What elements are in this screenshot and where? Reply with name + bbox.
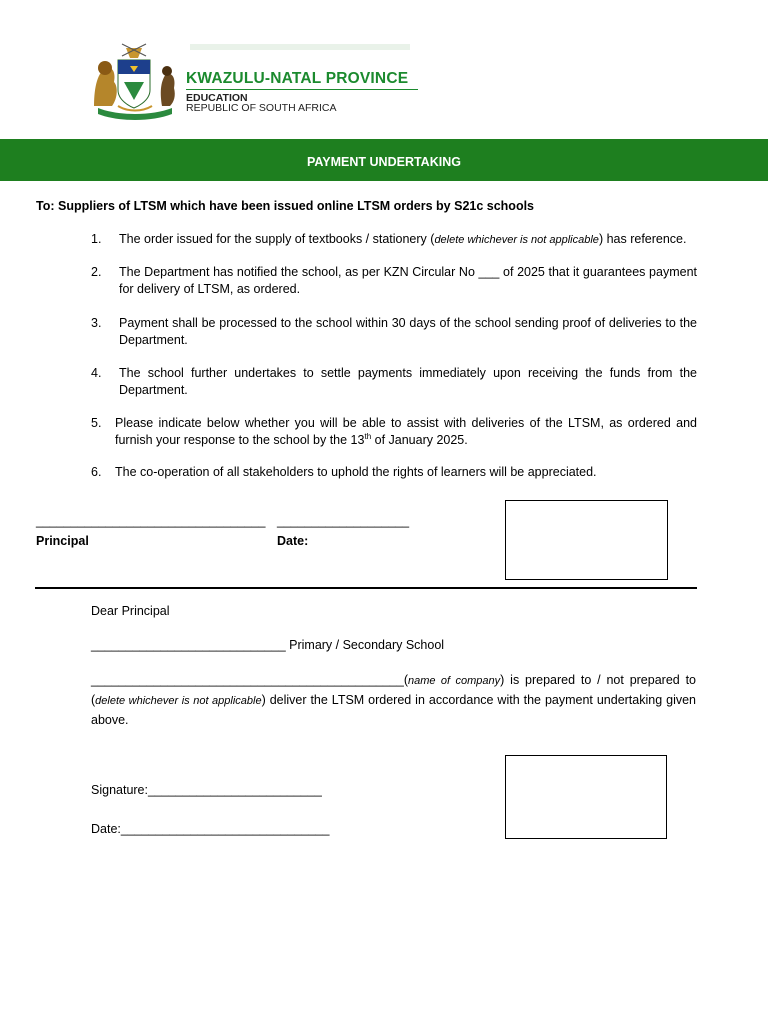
response-text: ) is prepared to / not prepared to ( xyxy=(91,673,696,707)
item-number: 3. xyxy=(91,316,102,330)
list-item xyxy=(119,231,697,249)
item-number: 4. xyxy=(91,366,102,380)
company-name-blank: _____________________________________________( xyxy=(91,673,408,687)
supplier-date-line: Date:______________________________ xyxy=(91,822,330,836)
list-item: The Department has notified the school, as per KZN Circular No ___ of 2025 that it guarantees payment for delivery of LTSM, as ordered. xyxy=(119,265,697,296)
greeting: Dear Principal xyxy=(91,604,170,618)
list-item: Payment shall be processed to the school within 30 days of the school sending proof of deliveries to the Department. xyxy=(119,316,697,347)
principal-date-label: Date: xyxy=(277,534,309,548)
item-text-end: of January 2025. xyxy=(371,433,468,447)
coat-of-arms-logo xyxy=(88,42,182,122)
item-number: 5. xyxy=(91,416,102,430)
brand-divider xyxy=(186,89,418,90)
item-number: 6. xyxy=(91,465,102,479)
school-name-line: ____________________________ Primary / Secondary School xyxy=(91,638,445,652)
item-number: 1. xyxy=(91,232,102,246)
item-italic-text: delete whichever is not applicable xyxy=(434,234,599,246)
delete-italic-note: delete whichever is not applicable xyxy=(95,695,262,707)
country-label: REPUBLIC OF SOUTH AFRICA xyxy=(186,102,337,114)
supplier-response-paragraph xyxy=(91,671,696,730)
header-faint-band xyxy=(190,44,410,50)
supplier-signature-line: Signature:_________________________ xyxy=(91,783,322,797)
item-text-end: ) has reference. xyxy=(598,232,687,246)
response-text-end: ) deliver the LTSM ordered in accordance with the payment undertaking given above. xyxy=(91,693,696,727)
school-stamp-box[interactable] xyxy=(505,500,668,580)
department-label: EDUCATION xyxy=(186,92,248,104)
list-item: The co-operation of all stakeholders to uphold the rights of learners will be appreciated. xyxy=(115,465,597,479)
banner-title: PAYMENT UNDERTAKING xyxy=(307,155,461,169)
principal-date-line: ___________________ xyxy=(277,514,410,528)
principal-label: Principal xyxy=(36,534,89,548)
superscript: th xyxy=(364,431,372,441)
list-item xyxy=(115,415,697,449)
supplier-stamp-box[interactable] xyxy=(505,755,667,839)
item-text: Please indicate below whether you will be able to assist with deliveries of the LTSM, as ordered and furnish your response to the school by the 13 xyxy=(115,416,697,447)
item-number: 2. xyxy=(91,265,102,279)
section-divider xyxy=(35,587,697,589)
intro-heading: To: Suppliers of LTSM which have been issued online LTSM orders by S21c schools xyxy=(36,199,535,213)
principal-signature-line: _________________________________ xyxy=(36,514,266,528)
item-text: The order issued for the supply of textbooks / stationery ( xyxy=(119,232,435,246)
company-italic-note: name of company xyxy=(408,675,501,687)
list-item: The school further undertakes to settle payments immediately upon receiving the funds from the Department. xyxy=(119,366,697,397)
province-title: KWAZULU-NATAL PROVINCE xyxy=(186,70,409,87)
